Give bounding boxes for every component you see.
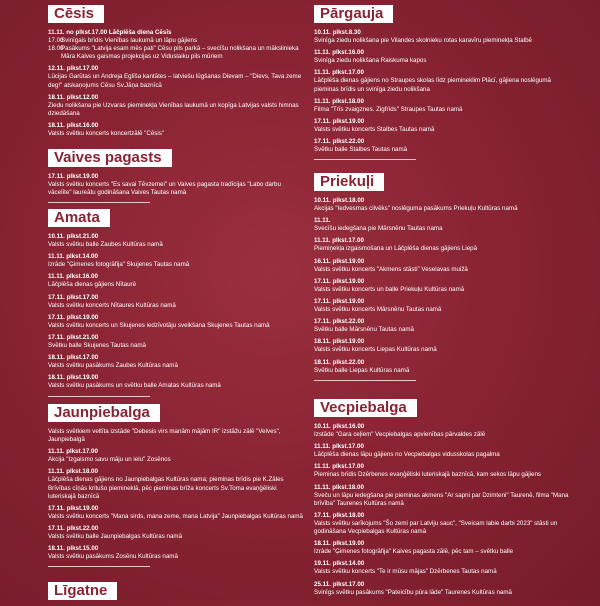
event-date: 17.11. plkst.21.00 [48,333,99,341]
event-date: 11.11. plkst.18.00 [314,483,364,491]
event-item [48,314,303,330]
schedule [48,37,303,61]
event-item [314,278,569,294]
section-divider [48,202,150,203]
event-description: Valsts svētku koncerts Liepas Kultūras namā [314,346,437,354]
event-item [314,217,569,233]
event-item [48,468,303,500]
event-date: 18.11. plkst.12.00 [48,93,99,101]
event-date: 11.11. plkst.17.00 [314,443,364,451]
event-description: Svinīga ziedu nolikšana Raiskuma kapos [314,57,427,65]
section-divider [314,380,416,381]
event-item [48,525,303,541]
event-description: Valsts svētkiem veltīta izstāde "Debesis virs manām mājām IR" izstāžu zālē "Velves", Jaunpiebalgā [48,428,281,444]
event-item [48,173,303,197]
event-description: Pieminas brīdis Dzērbenes evaņģēliski luteriskajā baznīcā, kam sekos lāpu gājiens [314,471,541,479]
event-date: 10.11. plkst.18.00 [314,197,365,204]
event-date: 17.11. plkst.18.00 [314,511,365,519]
event-description: Valsts svētku pasākums un svētku balle Amatas Kultūras namā [48,382,221,390]
event-date: 17.11. plkst.19.00 [314,297,365,305]
event-date: 11.11. no plkst.17.00 Lāčplēša diena Cēsīs [48,29,172,36]
event-description: Lāčplēša dienas gājiens no Straupes skolas līdz piemineklim Plācī, gājiena noslēgumā pieminas brīdis un svinīga ziedu nolikšana [314,77,551,93]
event-item [314,540,569,556]
event-description: Valsts svētku sarīkojums "Šo zemi par Latviju sauc", "Sveicam labie darbi 2023" stāsti un godināšana Vecpiebalgas Kultūras namā [314,519,558,536]
event-description: Izstāde "Gara ceļiem" Vecpiebalgas apvienības pārvaldes zālē [314,431,486,439]
event-date: 11.11. plkst.16.00 [314,49,364,57]
event-date: 19.11. plkst.14.00 [314,560,365,568]
event-item [314,237,569,253]
event-description: Izrāde "Ģimenes fotogrāfija" Kaives pagasta zālē, pēc tam – svētku balle [314,548,514,556]
event-item [314,338,569,354]
event-date: 11.11. plkst.17.00 [314,237,364,245]
section-priekuli [314,173,569,381]
section-title: Pārgauja [314,5,393,23]
event-date: 11.11. plkst.17.00 [314,463,364,471]
event-description: Valsts svētku koncerts "Mana sirds, mana zeme, mana Latvija" Jaunpiebalgas Kultūras namā [48,512,303,520]
event-date: 11.11. plkst.18.00 [48,468,98,476]
event-item [314,49,569,65]
event-description: Akcija "Izgaismo savu māju un ielu" Zosēnos [48,456,171,464]
event-item [314,443,569,459]
event-item [314,318,569,334]
event-date: 10.11. plkst.16.00 [314,423,365,430]
event-item [314,484,569,508]
event-date: 17.11. plkst.19.00 [48,313,99,321]
event-description: Svētku balle Stalbes Tautas namā [314,146,408,154]
event-item [48,334,303,350]
event-description: Lāčplēša dienas gājiens Nītaurē [48,281,137,289]
event-date: 10.11. plkst.8.30 [314,29,361,36]
event-description: Akcijas "Iedvesmas cilvēks" noslēguma pasākums Priekuļu Kultūras namā [314,205,518,213]
event-description: Valsts svētku koncerts un Skujenes iedzīvotāju sveikšana Skujenes Tautas namā [48,321,270,329]
event-item [314,423,569,439]
event-item [314,298,569,314]
event-date: 11.11. plkst.16.00 [48,273,98,281]
event-date: 17.11. plkst.19.00 [314,277,365,285]
event-date: 12.11. plkst.17.00 [48,65,99,73]
event-item [48,29,303,37]
section-title: Priekuļi [314,173,384,191]
event-date: 18.11. plkst.16.00 [48,121,99,129]
event-item [314,258,569,274]
event-date: 11.11. [314,217,331,225]
section-vaives-pagasts [48,149,303,203]
event-description: Ziedu nolikšana pie Uzvaras pieminekļa Vienības laukumā un kopīga Latvijas valsts himnas dziedāšana [48,101,299,117]
event-description: Valsts svētku koncerts Mārsnēnu Tautas namā [314,306,442,314]
event-description: Valsts svētku balle Jaunpiebalgas Kultūras namā [48,533,183,541]
section-title: Vaives pagasts [48,149,172,167]
section-amata [48,209,303,397]
event-description: Valsts svētku koncerts "Te ir mūsu mājas" Dzērbenes Tautas namā [314,568,497,576]
event-description: Valsts svētku pasākums Zaubes Kultūras namā [48,362,178,370]
event-description: Valsts svētku koncerts koncertzālē "Cēsis" [48,130,165,138]
event-description: Valsts svētku koncerts "Akmens stāsti" Veselavas muižā [314,265,468,273]
event-description: Lūcijas Garūtas un Andreja Eglīša kantātes – latviešu lūgšanas Dievam – "Dievs, Tava zeme deg!" atskaņojums Cēsu Sv.Jāņa baznīcā [48,73,302,89]
event-item [314,69,569,93]
event-date: 18.11. plkst.19.00 [48,374,99,382]
schedule-text: Pasākums "Latvija esam mēs pati" Cēsu pils parkā – svecīšu nolikšana un mākslinieka Māra Kalves gaismas projekcijas uz Viduslaiku pils mūriem [61,45,299,61]
event-date: 11.11. plkst.14.00 [48,253,98,261]
event-date: 17.11. plkst.19.00 [48,504,99,512]
event-description: Svecīšu iedegšana pie Mārsnēnu Tautas nama [314,225,443,233]
event-item [314,118,569,134]
event-item [48,94,303,118]
event-date: 18.11. plkst.15.00 [48,545,99,553]
event-item [48,374,303,390]
event-item [48,253,303,269]
event-item [48,545,303,561]
event-item [314,581,569,597]
section-title: Jaunpiebalga [48,404,160,422]
event-description: Valsts svētku balle Zaubes Kultūras namā [48,241,163,249]
event-item [314,359,569,375]
event-description: Svētku balle Liepas Kultūras namā [314,366,410,374]
event-description: Svētku balle Mārsnēnu Tautas namā [314,326,414,334]
schedule-time: 18.00 [48,45,64,53]
event-description: Valsts svētku koncerts "Es savai Tēvzemei" un Vaives pagasta tradīcijas "Labo darbu vācelīte" laureātu godināšana Vaives Tautas namā [48,181,281,197]
event-item [314,560,569,576]
event-description: Filma "Trīs zvaigznes. Zigfrīds" Straupes Tautas namā [314,105,463,113]
event-date: 18.11. plkst.19.00 [314,338,365,346]
event-item [48,448,303,464]
section-vecpiebalga [314,399,569,601]
event-date: 17.11. plkst.22.00 [314,138,365,146]
event-date: 18.11. plkst.22.00 [314,358,365,366]
event-description: Svinīgs svētku pasākums "Pateicību pūra lāde" Taurenes Kultūras namā [314,588,512,596]
event-item [48,233,303,249]
event-description: Svinīga ziedu nolikšana pie Vilandes skolnieku rotas karavīru pieminekļa Stalbē [314,37,532,45]
event-item [48,122,303,138]
schedule-time: 17.00 [48,37,64,45]
section-title: Amata [48,209,110,227]
event-item [48,505,303,521]
section-title: Līgatne [48,582,117,600]
event-item [48,65,303,89]
event-description: Lāčplēša dienas gājiens no Jaunpiebalgas Kultūras nama; pieminas brīdis pie K.Zāles Brīvības cīņās kritušo piemineklā, pēc pieminas brīža koncerts Sv.Toma evaņģēliski luteriskajā baznīcā [48,476,284,500]
event-item [314,197,569,213]
event-item [314,29,569,45]
section-title: Vecpiebalga [314,399,417,417]
event-date: 10.11. plkst.21.00 [48,233,99,240]
event-date: 18.11. plkst.19.00 [314,540,365,548]
section-cesis [48,5,303,142]
event-item [48,354,303,370]
event-date: 17.11. plkst.19.00 [314,117,365,125]
event-description: Valsts svētku pasākums Zosēnu Kultūras namā [48,553,178,561]
section-ligatne [48,582,303,606]
section-pargauja [314,5,569,160]
event-item [48,273,303,289]
event-date: 11.11. plkst.18.00 [314,97,364,105]
section-divider [48,566,150,567]
event-date: 11.11. plkst.17.00 [48,448,98,456]
schedule-text: Svinīgais brīdis Vienības laukumā un lāpu gājiens [61,37,198,45]
event-description: Svētku balle Skujenes Tautas namā [48,342,146,350]
event-item [314,463,569,479]
event-item [314,98,569,114]
event-item [314,512,569,536]
event-item [48,294,303,310]
event-description: Valsts svētku koncerts Nītaures Kultūras namā [48,301,176,309]
event-date: 18.11. plkst.17.00 [48,354,99,362]
event-description: Izrāde "Ģimenes fotogrāfija" Skujenes Tautas namā [48,261,190,269]
event-item [314,138,569,154]
event-description: Valsts svētku koncerts un balle Priekuļu Kultūras namā [314,285,465,293]
section-divider [314,159,416,160]
event-description: Piemiņekļa izgaismošana un Lāčplēša dienas gājiens Liepā [314,245,478,253]
event-description: Valsts svētku koncerts Stalbes Tautas namā [314,125,435,133]
event-item [48,428,303,444]
schedule-row [48,37,303,45]
event-date: 16.11. plkst.19.00 [314,257,365,265]
event-description: Sveču un lāpu iedegšana pie pieminas akmens "Ar sapni par Dzimteni" Taurenē, filma "Mana brīvība" Taurenes Kultūras namā [314,491,569,507]
section-jaunpiebalga [48,404,303,567]
schedule-row [48,45,303,61]
event-date: 11.11. plkst.17.00 [314,69,364,77]
event-date: 17.11. plkst.17.00 [48,293,99,301]
event-date: 25.11. plkst.17.00 [314,580,365,588]
event-date: 17.11. plkst.22.00 [314,318,365,326]
event-date: 17.11. plkst.22.00 [48,524,99,532]
section-divider [48,396,150,397]
event-description: Lāčplēša dienas lāpu gājiens no Vecpiebalgas vidusskolas pagalma [314,451,500,459]
section-title: Cēsis [48,5,104,23]
event-date: 17.11. plkst.19.00 [48,173,99,180]
